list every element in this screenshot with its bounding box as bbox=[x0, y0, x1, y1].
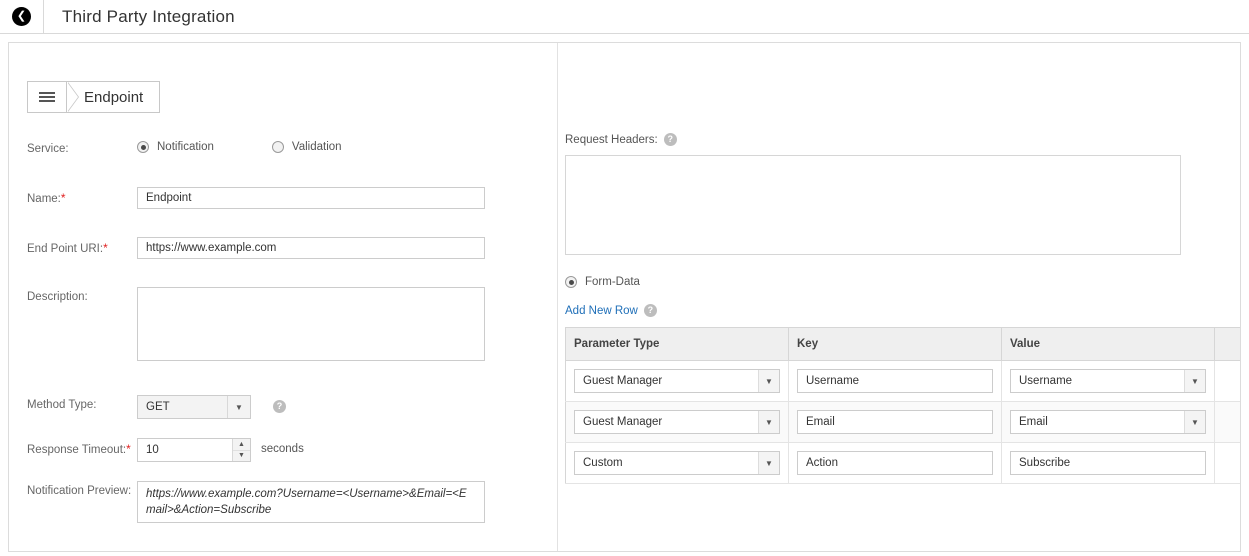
stepper-up-icon[interactable]: ▲ bbox=[233, 439, 250, 451]
parameter-type-value: Guest Manager bbox=[583, 416, 663, 428]
cell-key bbox=[789, 361, 1002, 402]
content-card bbox=[8, 42, 1241, 552]
name-row bbox=[27, 187, 527, 209]
radio-icon-validation bbox=[272, 141, 284, 153]
method-type-select[interactable] bbox=[137, 395, 251, 419]
cell-parameter-type bbox=[566, 443, 789, 484]
request-headers-label bbox=[565, 133, 1225, 146]
name-required-marker: * bbox=[60, 191, 66, 205]
column-header-value: Value bbox=[1002, 328, 1215, 361]
column-header-actions bbox=[1215, 328, 1242, 361]
breadcrumb-label: Endpoint bbox=[84, 88, 144, 106]
service-row bbox=[27, 139, 527, 161]
notification-preview-label: Notification Preview: bbox=[27, 485, 132, 497]
service-option-validation[interactable] bbox=[272, 141, 342, 153]
table-row bbox=[566, 361, 1242, 402]
form-data-option[interactable] bbox=[565, 276, 640, 288]
parameter-type-select[interactable] bbox=[574, 410, 780, 434]
add-new-row-help-icon[interactable]: ? bbox=[644, 304, 657, 317]
method-type-row bbox=[27, 395, 527, 419]
endpoint-form bbox=[27, 139, 527, 542]
endpoint-uri-required-marker: * bbox=[103, 241, 108, 255]
titlebar bbox=[0, 0, 1249, 34]
column-divider bbox=[557, 43, 558, 551]
parameter-type-select[interactable] bbox=[574, 369, 780, 393]
request-headers-textarea[interactable] bbox=[565, 155, 1181, 255]
value-select-value: Email bbox=[1019, 416, 1048, 428]
form-data-label: Form-Data bbox=[585, 276, 640, 288]
response-timeout-row bbox=[27, 438, 527, 462]
form-data-radio-row bbox=[565, 276, 1225, 288]
chevron-down-icon: ▼ bbox=[227, 396, 250, 418]
add-new-row-link[interactable]: Add New Row bbox=[565, 304, 638, 317]
cell-actions bbox=[1215, 402, 1242, 443]
table-header-row bbox=[566, 328, 1242, 361]
description-row bbox=[27, 287, 527, 361]
endpoint-uri-label bbox=[27, 237, 137, 255]
table-row bbox=[566, 443, 1242, 484]
response-timeout-label bbox=[27, 438, 137, 456]
chevron-down-icon: ▼ bbox=[1184, 370, 1205, 392]
value-input[interactable] bbox=[1010, 451, 1206, 475]
cell-value bbox=[1002, 361, 1215, 402]
parameter-type-select[interactable] bbox=[574, 451, 780, 475]
cell-actions bbox=[1215, 361, 1242, 402]
radio-icon-form-data bbox=[565, 276, 577, 288]
cell-parameter-type bbox=[566, 361, 789, 402]
notification-preview-value: https://www.example.com?Username=<Username>&Email=<Email>&Action=Subscribe bbox=[137, 481, 485, 523]
value-select-value: Username bbox=[1019, 375, 1073, 387]
response-timeout-stepper bbox=[137, 438, 251, 462]
table-row bbox=[566, 402, 1242, 443]
endpoint-uri-row bbox=[27, 237, 527, 259]
endpoint-uri-label-text: End Point URI: bbox=[27, 243, 104, 255]
request-panel bbox=[565, 133, 1225, 484]
service-option-notification-label: Notification bbox=[157, 141, 214, 153]
key-input[interactable] bbox=[797, 410, 993, 434]
description-label: Description: bbox=[27, 291, 88, 303]
chevron-down-icon: ▼ bbox=[1184, 411, 1205, 433]
stepper-down-icon[interactable]: ▼ bbox=[233, 451, 250, 462]
value-select[interactable] bbox=[1010, 369, 1206, 393]
add-new-row-container bbox=[565, 304, 1225, 317]
cell-parameter-type bbox=[566, 402, 789, 443]
back-button[interactable] bbox=[0, 0, 44, 33]
chevron-down-icon: ▼ bbox=[758, 411, 779, 433]
service-radio-group bbox=[137, 139, 400, 153]
cell-key bbox=[789, 443, 1002, 484]
list-icon bbox=[28, 82, 67, 112]
value-select[interactable] bbox=[1010, 410, 1206, 434]
name-input[interactable] bbox=[137, 187, 485, 209]
service-option-validation-label: Validation bbox=[291, 141, 342, 153]
name-label-text: Name: bbox=[27, 193, 61, 205]
column-header-parameter-type: Parameter Type bbox=[566, 328, 789, 361]
notification-preview-row bbox=[27, 481, 527, 523]
parameters-table bbox=[565, 327, 1241, 484]
breadcrumb-chevron-icon bbox=[67, 82, 78, 112]
breadcrumb[interactable] bbox=[27, 81, 160, 113]
response-timeout-required-marker: * bbox=[126, 442, 131, 456]
method-type-help-icon[interactable]: ? bbox=[273, 400, 286, 413]
cell-value bbox=[1002, 443, 1215, 484]
description-textarea[interactable] bbox=[137, 287, 485, 361]
service-label: Service: bbox=[27, 143, 69, 155]
cell-actions bbox=[1215, 443, 1242, 484]
page-title: Third Party Integration bbox=[62, 6, 235, 26]
radio-icon-notification bbox=[137, 141, 149, 153]
back-arrow-icon: ❮ bbox=[12, 7, 31, 26]
column-header-key: Key bbox=[789, 328, 1002, 361]
cell-key bbox=[789, 402, 1002, 443]
parameter-type-value: Guest Manager bbox=[583, 375, 663, 387]
parameter-type-value: Custom bbox=[583, 457, 623, 469]
chevron-down-icon: ▼ bbox=[758, 370, 779, 392]
cell-value bbox=[1002, 402, 1215, 443]
name-label bbox=[27, 187, 137, 205]
method-type-label: Method Type: bbox=[27, 399, 97, 411]
response-timeout-unit: seconds bbox=[261, 443, 304, 455]
response-timeout-spinner-buttons bbox=[232, 439, 250, 461]
request-headers-label-text: Request Headers: bbox=[565, 133, 658, 146]
endpoint-uri-input[interactable] bbox=[137, 237, 485, 259]
chevron-down-icon: ▼ bbox=[758, 452, 779, 474]
service-option-notification[interactable] bbox=[137, 141, 214, 153]
request-headers-help-icon[interactable]: ? bbox=[664, 133, 677, 146]
method-type-value: GET bbox=[146, 401, 170, 413]
key-input[interactable] bbox=[797, 451, 993, 475]
key-input[interactable] bbox=[797, 369, 993, 393]
response-timeout-label-text: Response Timeout: bbox=[27, 444, 127, 456]
